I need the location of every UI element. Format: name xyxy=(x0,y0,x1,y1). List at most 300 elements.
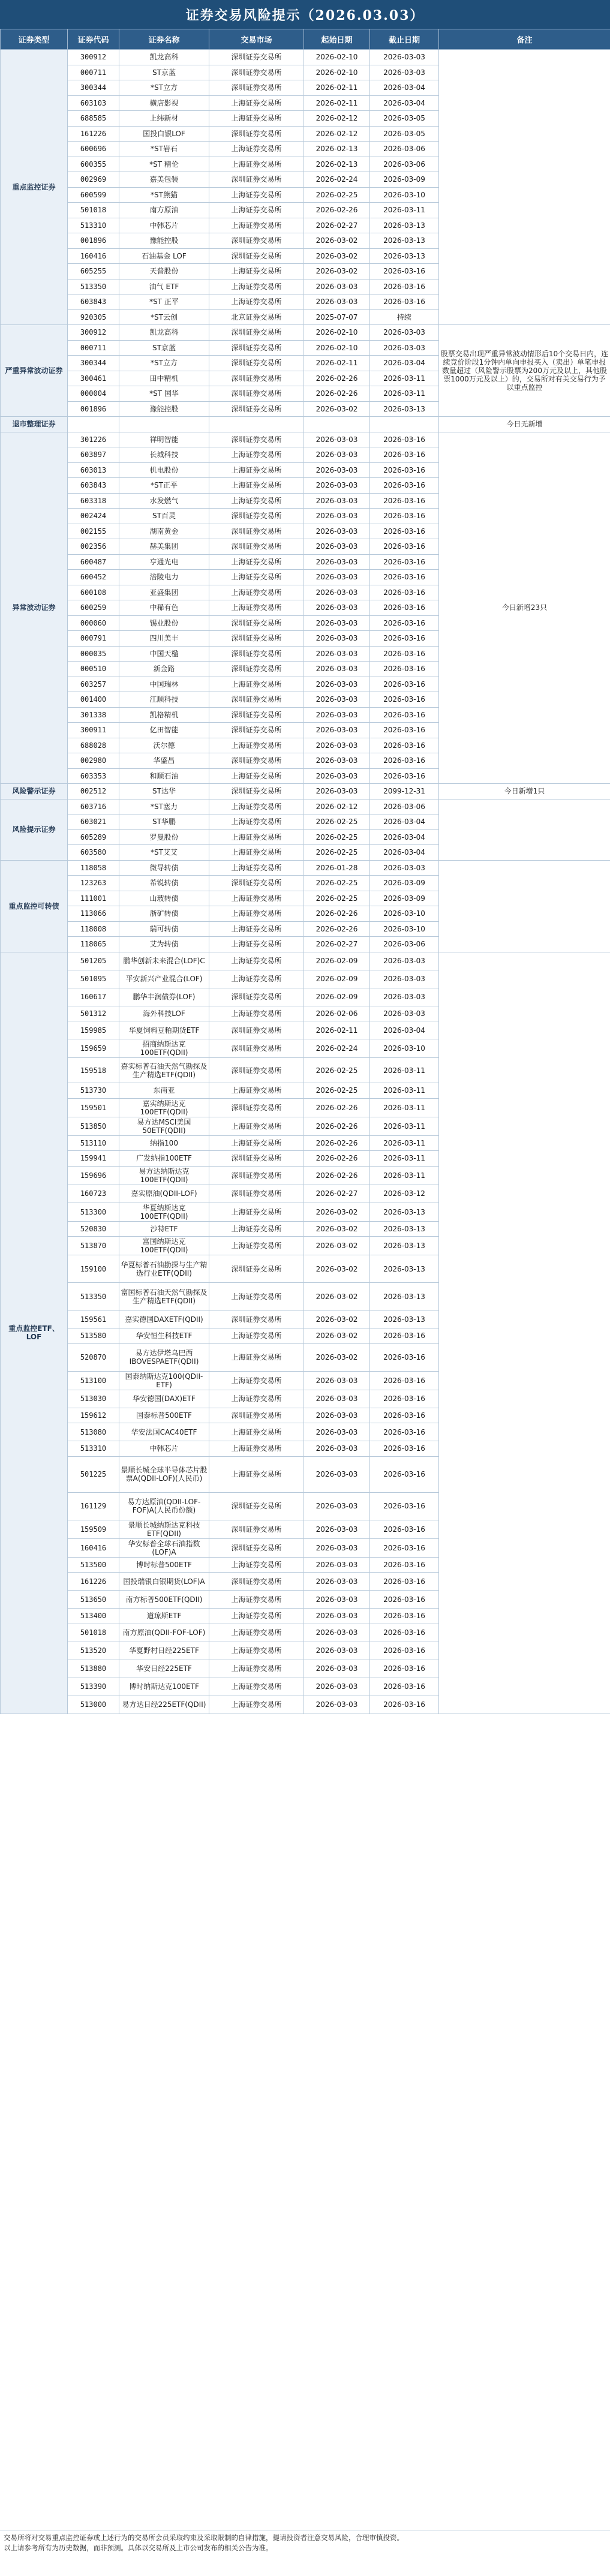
code-cell: 603021 xyxy=(68,814,119,830)
market-cell: 深圳证券交易所 xyxy=(209,1408,304,1423)
start-date-cell: 2026-03-03 xyxy=(304,1573,370,1591)
start-date-cell: 2026-03-03 xyxy=(304,539,370,555)
end-date-cell: 2026-03-16 xyxy=(370,509,439,524)
market-cell: 深圳证券交易所 xyxy=(209,65,304,80)
name-cell: 易方达伊塔乌巴西IBOVESPAETF(QDII) xyxy=(119,1343,209,1371)
code-cell: 159518 xyxy=(68,1058,119,1083)
code-cell: 603716 xyxy=(68,799,119,814)
start-date-cell: 2026-03-03 xyxy=(304,432,370,447)
market-cell: 深圳证券交易所 xyxy=(209,753,304,769)
market-cell: 上海证券交易所 xyxy=(209,554,304,570)
end-date-cell: 2026-03-10 xyxy=(370,921,439,937)
name-cell: 四川美丰 xyxy=(119,631,209,647)
market-cell: 深圳证券交易所 xyxy=(209,692,304,708)
code-cell: 161129 xyxy=(68,1492,119,1520)
market-cell: 深圳证券交易所 xyxy=(209,248,304,264)
end-date-cell: 2026-03-16 xyxy=(370,1557,439,1573)
name-cell: 富国标普石油天然气勘探及生产精选ETF(QDII) xyxy=(119,1283,209,1310)
end-date-cell: 2026-03-10 xyxy=(370,1039,439,1058)
name-cell: 石油基金 LOF xyxy=(119,248,209,264)
name-cell: 豫能控股 xyxy=(119,401,209,417)
market-cell: 深圳证券交易所 xyxy=(209,615,304,631)
end-date-cell: 2026-03-16 xyxy=(370,524,439,539)
market-cell: 上海证券交易所 xyxy=(209,600,304,616)
end-date-cell: 2026-03-16 xyxy=(370,1441,439,1457)
start-date-cell: 2026-03-02 xyxy=(304,1283,370,1310)
footer-note: 交易所将对交易重点监控证券或上述行为的交易所会员采取约束及采取限制的自律措施，提请投资者注意交易风险，合理审慎投资。 以上请参考所有为历史数据，而非预测。具体以交易所及上市公司发布的相关公告为准。 xyxy=(0,2530,610,2576)
market-cell: 深圳证券交易所 xyxy=(209,1039,304,1058)
market-cell: 上海证券交易所 xyxy=(209,768,304,784)
name-cell: 广发纳指100ETF xyxy=(119,1151,209,1167)
start-date-cell: 2026-02-26 xyxy=(304,386,370,402)
code-cell: 600108 xyxy=(68,585,119,600)
name-cell: 油气 ETF xyxy=(119,279,209,294)
code-cell: 160416 xyxy=(68,248,119,264)
start-date-cell: 2026-03-02 xyxy=(304,1203,370,1221)
end-date-cell: 2026-03-04 xyxy=(370,829,439,845)
start-date-cell: 2026-03-02 xyxy=(304,1237,370,1255)
column-header: 证券类型 xyxy=(1,29,68,50)
code-cell: 000004 xyxy=(68,386,119,402)
market-cell: 深圳证券交易所 xyxy=(209,172,304,188)
start-date-cell: 2026-02-26 xyxy=(304,1117,370,1135)
end-date-cell: 2026-03-16 xyxy=(370,600,439,616)
code-cell: 603103 xyxy=(68,95,119,111)
end-date-cell: 2026-03-06 xyxy=(370,937,439,952)
market-cell: 上海证券交易所 xyxy=(209,111,304,127)
name-cell: 易方达纳斯达克100ETF(QDII) xyxy=(119,1166,209,1185)
end-date-cell: 2026-03-16 xyxy=(370,753,439,769)
code-cell: 513730 xyxy=(68,1083,119,1099)
code-cell: 603318 xyxy=(68,493,119,509)
start-date-cell: 2026-03-03 xyxy=(304,1660,370,1678)
market-cell: 深圳证券交易所 xyxy=(209,80,304,96)
market-cell: 上海证券交易所 xyxy=(209,294,304,310)
start-date-cell xyxy=(304,417,370,432)
name-cell: 华盛昌 xyxy=(119,753,209,769)
name-cell: 国泰标普500ETF xyxy=(119,1408,209,1423)
category-cell: 风险警示证券 xyxy=(1,784,68,799)
name-cell: 田中精机 xyxy=(119,371,209,386)
name-cell: 微导转债 xyxy=(119,860,209,876)
code-cell: 600599 xyxy=(68,187,119,203)
name-cell: 中韩芯片 xyxy=(119,1441,209,1457)
end-date-cell: 2026-03-11 xyxy=(370,1166,439,1185)
code-cell: 161226 xyxy=(68,1573,119,1591)
start-date-cell: 2026-03-03 xyxy=(304,677,370,692)
start-date-cell: 2026-03-02 xyxy=(304,1221,370,1237)
market-cell: 上海证券交易所 xyxy=(209,1237,304,1255)
name-cell: 山玻转债 xyxy=(119,891,209,906)
code-cell: 513520 xyxy=(68,1642,119,1660)
end-date-cell: 2026-03-16 xyxy=(370,294,439,310)
market-cell: 深圳证券交易所 xyxy=(209,509,304,524)
start-date-cell: 2026-03-03 xyxy=(304,738,370,753)
name-cell: *ST正平 xyxy=(119,478,209,494)
start-date-cell: 2026-02-26 xyxy=(304,371,370,386)
end-date-cell: 2026-03-03 xyxy=(370,970,439,988)
start-date-cell: 2026-02-27 xyxy=(304,1185,370,1203)
start-date-cell: 2026-02-27 xyxy=(304,937,370,952)
end-date-cell: 2026-03-13 xyxy=(370,218,439,233)
start-date-cell: 2026-02-09 xyxy=(304,970,370,988)
code-cell: 520830 xyxy=(68,1221,119,1237)
start-date-cell: 2026-03-03 xyxy=(304,585,370,600)
start-date-cell: 2026-02-25 xyxy=(304,891,370,906)
start-date-cell: 2026-03-02 xyxy=(304,248,370,264)
end-date-cell: 2026-03-10 xyxy=(370,187,439,203)
market-cell: 深圳证券交易所 xyxy=(209,371,304,386)
start-date-cell: 2026-03-03 xyxy=(304,1696,370,1714)
end-date-cell: 2026-03-05 xyxy=(370,126,439,142)
market-cell: 深圳证券交易所 xyxy=(209,340,304,356)
end-date-cell: 2026-03-03 xyxy=(370,340,439,356)
name-cell: 招商纳斯达克100ETF(QDII) xyxy=(119,1039,209,1058)
code-cell: 160416 xyxy=(68,1538,119,1557)
code-cell: 113066 xyxy=(68,906,119,922)
start-date-cell: 2026-03-03 xyxy=(304,509,370,524)
code-cell: 513100 xyxy=(68,1371,119,1390)
end-date-cell: 2026-03-04 xyxy=(370,356,439,371)
end-date-cell: 2026-03-16 xyxy=(370,478,439,494)
name-cell: 华夏饲料豆粕期货ETF xyxy=(119,1021,209,1039)
code-cell: 159696 xyxy=(68,1166,119,1185)
name-cell: *ST岩石 xyxy=(119,142,209,157)
category-cell: 严重异常波动证券 xyxy=(1,325,68,417)
end-date-cell: 2026-03-11 xyxy=(370,1135,439,1151)
name-cell: 横店影视 xyxy=(119,95,209,111)
market-cell: 上海证券交易所 xyxy=(209,1006,304,1021)
code-cell: 159509 xyxy=(68,1520,119,1538)
start-date-cell: 2026-03-03 xyxy=(304,1642,370,1660)
end-date-cell: 2026-03-16 xyxy=(370,1371,439,1390)
code-cell: 600696 xyxy=(68,142,119,157)
code-cell: 600487 xyxy=(68,554,119,570)
start-date-cell: 2026-03-03 xyxy=(304,662,370,677)
end-date-cell: 2026-03-16 xyxy=(370,646,439,662)
end-date-cell: 2026-03-05 xyxy=(370,111,439,127)
market-cell: 上海证券交易所 xyxy=(209,1328,304,1344)
name-cell: ST京蓝 xyxy=(119,65,209,80)
code-cell: 000711 xyxy=(68,340,119,356)
market-cell: 上海证券交易所 xyxy=(209,585,304,600)
code-cell: 513350 xyxy=(68,1283,119,1310)
market-cell: 上海证券交易所 xyxy=(209,937,304,952)
remark-cell: 股票交易出现严重异常波动情形后10个交易日内，连续竞价阶段1分钟内单向申报买入（卖出）单笔申报数量超过（风险警示股票为200万元及以上，其他股票1000万元及以上）的，交易所对有关交易行为予以重点监控 xyxy=(439,325,610,417)
market-cell: 上海证券交易所 xyxy=(209,1135,304,1151)
market-cell: 深圳证券交易所 xyxy=(209,1098,304,1117)
table-row xyxy=(1,799,610,814)
code-cell: 688585 xyxy=(68,111,119,127)
name-cell xyxy=(119,417,209,432)
end-date-cell: 2026-03-10 xyxy=(370,906,439,922)
market-cell: 上海证券交易所 xyxy=(209,142,304,157)
name-cell: 纳指100 xyxy=(119,1135,209,1151)
code-cell: 301338 xyxy=(68,707,119,723)
end-date-cell: 2026-03-16 xyxy=(370,1573,439,1591)
code-cell: 300912 xyxy=(68,325,119,341)
market-cell: 深圳证券交易所 xyxy=(209,707,304,723)
market-cell: 上海证券交易所 xyxy=(209,829,304,845)
code-cell: 501205 xyxy=(68,952,119,970)
code-cell: 513650 xyxy=(68,1591,119,1609)
start-date-cell: 2026-02-13 xyxy=(304,142,370,157)
column-header: 截止日期 xyxy=(370,29,439,50)
name-cell: 赫美集团 xyxy=(119,539,209,555)
start-date-cell: 2026-03-03 xyxy=(304,723,370,738)
code-cell: 513850 xyxy=(68,1117,119,1135)
market-cell: 上海证券交易所 xyxy=(209,1221,304,1237)
market-cell: 深圳证券交易所 xyxy=(209,784,304,799)
start-date-cell: 2026-01-28 xyxy=(304,860,370,876)
market-cell: 上海证券交易所 xyxy=(209,279,304,294)
market-cell: 深圳证券交易所 xyxy=(209,524,304,539)
code-cell: 159659 xyxy=(68,1039,119,1058)
end-date-cell: 2026-03-16 xyxy=(370,1390,439,1408)
code-cell: 159941 xyxy=(68,1151,119,1167)
name-cell: ST京蓝 xyxy=(119,340,209,356)
start-date-cell: 2026-02-26 xyxy=(304,1151,370,1167)
column-header: 起始日期 xyxy=(304,29,370,50)
end-date-cell: 2026-03-16 xyxy=(370,631,439,647)
category-cell: 退市整理证券 xyxy=(1,417,68,432)
start-date-cell: 2026-03-03 xyxy=(304,600,370,616)
market-cell: 上海证券交易所 xyxy=(209,1609,304,1624)
name-cell: 景顺长城纳斯达克科技ETF(QDII) xyxy=(119,1520,209,1538)
end-date-cell: 2026-03-16 xyxy=(370,1696,439,1714)
name-cell: 凯龙高科 xyxy=(119,325,209,341)
start-date-cell: 2026-02-26 xyxy=(304,1098,370,1117)
market-cell: 上海证券交易所 xyxy=(209,921,304,937)
name-cell: 上纬新材 xyxy=(119,111,209,127)
name-cell: 华夏纳斯达克100ETF(QDII) xyxy=(119,1203,209,1221)
end-date-cell: 2026-03-11 xyxy=(370,1151,439,1167)
name-cell: 南方标普500ETF(QDII) xyxy=(119,1591,209,1609)
name-cell: 平安新兴产业混合(LOF) xyxy=(119,970,209,988)
code-cell: 159501 xyxy=(68,1098,119,1117)
market-cell: 深圳证券交易所 xyxy=(209,631,304,647)
end-date-cell: 2026-03-16 xyxy=(370,539,439,555)
code-cell: 513580 xyxy=(68,1328,119,1344)
code-cell: 300911 xyxy=(68,723,119,738)
end-date-cell: 2026-03-04 xyxy=(370,95,439,111)
end-date-cell: 2026-03-03 xyxy=(370,325,439,341)
name-cell: *ST 精伦 xyxy=(119,157,209,172)
market-cell: 上海证券交易所 xyxy=(209,799,304,814)
start-date-cell: 2026-03-02 xyxy=(304,401,370,417)
start-date-cell: 2026-03-02 xyxy=(304,1328,370,1344)
market-cell: 上海证券交易所 xyxy=(209,1696,304,1714)
end-date-cell xyxy=(370,417,439,432)
code-cell: 603843 xyxy=(68,294,119,310)
table-row xyxy=(1,952,610,970)
code-cell: 603013 xyxy=(68,462,119,478)
start-date-cell: 2026-02-27 xyxy=(304,218,370,233)
market-cell: 上海证券交易所 xyxy=(209,203,304,218)
name-cell: 浙矿转债 xyxy=(119,906,209,922)
name-cell: 艾为转债 xyxy=(119,937,209,952)
remark-cell: 今日新增23只 xyxy=(439,432,610,784)
code-cell: 513310 xyxy=(68,1441,119,1457)
code-cell: 513350 xyxy=(68,279,119,294)
name-cell: *ST立方 xyxy=(119,356,209,371)
code-cell: 123263 xyxy=(68,876,119,891)
end-date-cell: 2026-03-03 xyxy=(370,50,439,65)
end-date-cell: 2026-03-16 xyxy=(370,707,439,723)
start-date-cell: 2026-02-12 xyxy=(304,799,370,814)
code-cell: 501018 xyxy=(68,203,119,218)
market-cell: 上海证券交易所 xyxy=(209,891,304,906)
end-date-cell: 2026-03-11 xyxy=(370,1083,439,1099)
code-cell: 520870 xyxy=(68,1343,119,1371)
start-date-cell: 2026-03-03 xyxy=(304,1538,370,1557)
name-cell: *ST熊猫 xyxy=(119,187,209,203)
end-date-cell: 2026-03-03 xyxy=(370,952,439,970)
start-date-cell: 2026-02-11 xyxy=(304,356,370,371)
name-cell: 景顺长城全球半导体芯片股票A(QDII-LOF)(人民币) xyxy=(119,1456,209,1492)
end-date-cell: 2026-03-16 xyxy=(370,1609,439,1624)
start-date-cell: 2026-03-03 xyxy=(304,1390,370,1408)
end-date-cell: 2026-03-16 xyxy=(370,1456,439,1492)
end-date-cell: 2099-12-31 xyxy=(370,784,439,799)
market-cell: 深圳证券交易所 xyxy=(209,325,304,341)
code-cell: 513390 xyxy=(68,1678,119,1696)
start-date-cell: 2026-02-24 xyxy=(304,1039,370,1058)
code-cell: 118065 xyxy=(68,937,119,952)
code-cell: 501225 xyxy=(68,1456,119,1492)
market-cell: 上海证券交易所 xyxy=(209,814,304,830)
code-cell: 159985 xyxy=(68,1021,119,1039)
market-cell: 深圳证券交易所 xyxy=(209,1310,304,1328)
name-cell: 罗曼股份 xyxy=(119,829,209,845)
end-date-cell: 2026-03-04 xyxy=(370,80,439,96)
end-date-cell: 2026-03-16 xyxy=(370,279,439,294)
code-cell: 118008 xyxy=(68,921,119,937)
end-date-cell: 2026-03-13 xyxy=(370,1203,439,1221)
code-cell: 001896 xyxy=(68,401,119,417)
table-row xyxy=(1,50,610,65)
table-row xyxy=(1,860,610,876)
name-cell: 瑞可转债 xyxy=(119,921,209,937)
market-cell: 上海证券交易所 xyxy=(209,860,304,876)
end-date-cell: 2026-03-16 xyxy=(370,1328,439,1344)
end-date-cell: 2026-03-13 xyxy=(370,1310,439,1328)
market-cell: 上海证券交易所 xyxy=(209,187,304,203)
category-cell: 重点监控可转债 xyxy=(1,860,68,952)
name-cell: 锡业股份 xyxy=(119,615,209,631)
market-cell: 深圳证券交易所 xyxy=(209,539,304,555)
market-cell: 上海证券交易所 xyxy=(209,845,304,861)
end-date-cell: 2026-03-16 xyxy=(370,554,439,570)
market-cell: 深圳证券交易所 xyxy=(209,1538,304,1557)
start-date-cell: 2026-03-03 xyxy=(304,1441,370,1457)
start-date-cell: 2026-02-25 xyxy=(304,187,370,203)
code-cell: 000510 xyxy=(68,662,119,677)
start-date-cell: 2026-02-25 xyxy=(304,814,370,830)
start-date-cell: 2026-03-03 xyxy=(304,570,370,585)
code-cell xyxy=(68,417,119,432)
start-date-cell: 2026-02-10 xyxy=(304,65,370,80)
start-date-cell: 2026-03-03 xyxy=(304,524,370,539)
name-cell: ST达华 xyxy=(119,784,209,799)
start-date-cell: 2026-03-02 xyxy=(304,264,370,279)
code-cell: 300461 xyxy=(68,371,119,386)
market-cell: 深圳证券交易所 xyxy=(209,1166,304,1185)
start-date-cell: 2026-03-03 xyxy=(304,1609,370,1624)
name-cell: 亨通光电 xyxy=(119,554,209,570)
end-date-cell: 2026-03-16 xyxy=(370,662,439,677)
code-cell: 118058 xyxy=(68,860,119,876)
code-cell: 513080 xyxy=(68,1423,119,1441)
code-cell: 002512 xyxy=(68,784,119,799)
code-cell: 513110 xyxy=(68,1135,119,1151)
end-date-cell: 2026-03-09 xyxy=(370,891,439,906)
code-cell: 160723 xyxy=(68,1185,119,1203)
start-date-cell: 2026-03-03 xyxy=(304,768,370,784)
market-cell: 深圳证券交易所 xyxy=(209,876,304,891)
name-cell: 国泰纳斯达克100(QDII-ETF) xyxy=(119,1371,209,1390)
code-cell: 513400 xyxy=(68,1609,119,1624)
end-date-cell: 2026-03-16 xyxy=(370,1408,439,1423)
market-cell: 上海证券交易所 xyxy=(209,157,304,172)
end-date-cell: 2026-03-16 xyxy=(370,1660,439,1678)
market-cell: 上海证券交易所 xyxy=(209,1423,304,1441)
start-date-cell: 2026-03-02 xyxy=(304,1255,370,1283)
end-date-cell: 2026-03-16 xyxy=(370,692,439,708)
end-date-cell: 2026-03-16 xyxy=(370,462,439,478)
market-cell: 上海证券交易所 xyxy=(209,1557,304,1573)
table-row xyxy=(1,432,610,447)
code-cell: 513500 xyxy=(68,1557,119,1573)
name-cell: *ST塞力 xyxy=(119,799,209,814)
end-date-cell: 2026-03-13 xyxy=(370,1221,439,1237)
start-date-cell: 2026-03-03 xyxy=(304,1492,370,1520)
start-date-cell: 2026-03-03 xyxy=(304,279,370,294)
name-cell: 华安日经225ETF xyxy=(119,1660,209,1678)
code-cell: 501018 xyxy=(68,1624,119,1642)
code-cell: 501312 xyxy=(68,1006,119,1021)
name-cell: 国投瑞银白银期货(LOF)A xyxy=(119,1573,209,1591)
market-cell: 深圳证券交易所 xyxy=(209,1573,304,1591)
start-date-cell: 2026-02-12 xyxy=(304,111,370,127)
name-cell: 鹏华丰润债券(LOF) xyxy=(119,988,209,1006)
name-cell: 东南亚 xyxy=(119,1083,209,1099)
start-date-cell: 2026-02-25 xyxy=(304,876,370,891)
end-date-cell: 2026-03-16 xyxy=(370,570,439,585)
start-date-cell: 2026-03-03 xyxy=(304,784,370,799)
market-cell: 上海证券交易所 xyxy=(209,1456,304,1492)
name-cell: 和顺石油 xyxy=(119,768,209,784)
end-date-cell: 2026-03-16 xyxy=(370,1591,439,1609)
name-cell: 机电股份 xyxy=(119,462,209,478)
column-header: 交易市场 xyxy=(209,29,304,50)
start-date-cell: 2026-02-13 xyxy=(304,157,370,172)
market-cell: 深圳证券交易所 xyxy=(209,646,304,662)
start-date-cell: 2026-02-10 xyxy=(304,325,370,341)
name-cell: *ST 国华 xyxy=(119,386,209,402)
name-cell: 华安标普全球石油指数(LOF)A xyxy=(119,1538,209,1557)
name-cell: 易方达日经225ETF(QDII) xyxy=(119,1696,209,1714)
market-cell: 上海证券交易所 xyxy=(209,1343,304,1371)
name-cell: 亚盛集团 xyxy=(119,585,209,600)
start-date-cell: 2026-03-03 xyxy=(304,1678,370,1696)
name-cell: 国投白银LOF xyxy=(119,126,209,142)
market-cell: 深圳证券交易所 xyxy=(209,1151,304,1167)
name-cell: 道琼斯ETF xyxy=(119,1609,209,1624)
start-date-cell: 2026-02-06 xyxy=(304,1006,370,1021)
end-date-cell: 2026-03-11 xyxy=(370,1058,439,1083)
start-date-cell: 2026-03-03 xyxy=(304,692,370,708)
